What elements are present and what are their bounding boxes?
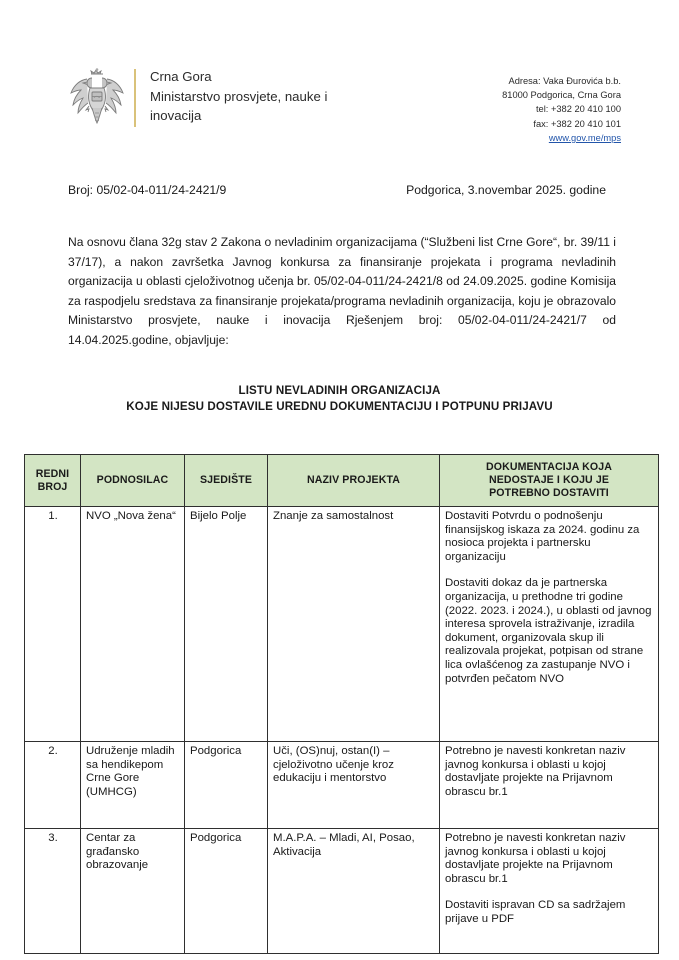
montenegro-coat-of-arms-icon (68, 67, 126, 129)
organizations-table-wrapper (24, 454, 658, 954)
page-title (0, 383, 679, 414)
cell-project-name: M.A.P.A. – Mladi, AI, Posao, Aktivacija (268, 829, 440, 954)
cell-applicant: NVO „Nova žena“ (81, 507, 185, 742)
cell-missing-documentation (440, 507, 659, 742)
documentation-item: Dostaviti dokaz da je partnerska organizacija, u prethodne tri godine (2022. 2023. i 2024.), u oblasti od javnog interesa sprovela istraživanje, izradila dokument, organizovala skup ili realizovala projekat, potpisan od strane lica ovlašćenog za zastupanje NVO i potvrđen pečatom NVO (445, 577, 652, 685)
column-header-ordinal-line2: BROJ (37, 480, 68, 493)
page-title-line1: LISTU NEVLADINIH ORGANIZACIJA (238, 384, 441, 397)
place-and-date: Podgorica, 3.novembar 2025. godine (406, 183, 606, 197)
reference-line (68, 183, 628, 197)
address-street: Adresa: Vaka Đurovića b.b. (508, 76, 621, 86)
table-row (25, 507, 659, 742)
cell-seat: Bijelo Polje (185, 507, 268, 742)
cell-applicant: Udruženje mladih sa hendikepom Crne Gore (UMHCG) (81, 742, 185, 829)
organizations-table (24, 454, 659, 954)
address-block (502, 74, 621, 145)
documentation-item: Dostaviti Potvrdu o podnošenju finansijskog iskaza za 2024. godinu za nosioca projekta i partnersku organizaciju (445, 510, 640, 563)
column-header-seat: SJEDIŠTE (185, 455, 268, 507)
legal-basis-paragraph: Na osnovu člana 32g stav 2 Zakona o nevladinim organizacijama (“Službeni list Crne Gore“, br. 39/11 i 37/17), a nakon završetka Javnog konkursa za finansiranje projekata i programa nevladinih organizacija u oblasti cjeloživotnog učenja br. 05/02-04-011/24-2421/8 od 24.09.2025. godine Komisija za raspodjelu sredstava za finansiranje projekata/programa nevladinih organizacija, koju je obrazovalo Ministarstvo prosvjete, nauke i inovacija Rješenjem broj: 05/02-04-011/24-2421/7 od 14.04.2025.godine, objavljuje: (68, 235, 616, 347)
column-header-applicant: PODNOSILAC (81, 455, 185, 507)
column-header-docs-line3: POTREBNO DOSTAVITI (489, 487, 609, 499)
address-fax: fax: +382 20 410 101 (533, 118, 621, 129)
cell-seat: Podgorica (185, 829, 268, 954)
country-name: Crna Gora (150, 69, 212, 84)
ministry-name-line1: Ministarstvo prosvjete, nauke i (150, 88, 328, 104)
column-header-ordinal-number (25, 455, 81, 507)
cell-applicant: Centar za građansko obrazovanje (81, 829, 185, 954)
column-header-missing-documentation (440, 455, 659, 507)
document-number: Broj: 05/02-04-011/24-2421/9 (68, 183, 227, 197)
cell-ordinal-number: 2. (25, 742, 81, 829)
cell-ordinal-number: 1. (25, 507, 81, 742)
documentation-item: Potrebno je navesti konkretan naziv javnog konkursa i oblasti u kojoj dostavljate projekte na Prijavnom obrascu br.1 (445, 745, 626, 798)
address-city: 81000 Podgorica, Crna Gora (502, 90, 621, 101)
documentation-item: Dostaviti ispravan CD sa sadržajem prijave u PDF (445, 899, 626, 925)
cell-ordinal-number: 3. (25, 829, 81, 954)
cell-project-name: Znanje za samostalnost (268, 507, 440, 742)
table-row (25, 742, 659, 829)
cell-seat: Podgorica (185, 742, 268, 829)
table-header-row (25, 455, 659, 507)
documentation-item: Potrebno je navesti konkretan naziv javnog konkursa i oblasti u kojoj dostavljate projekte na Prijavnom obrascu br.1 (445, 832, 626, 885)
column-header-docs-line2: NEDOSTAJE I KOJU JE (488, 474, 610, 486)
cell-project-name: Uči, (OS)nuj, ostan(I) – cjeloživotno učenje kroz edukaciju i mentorstvo (268, 742, 440, 829)
website-link[interactable]: www.gov.me/mps (548, 132, 621, 143)
crest-block (68, 67, 327, 129)
ministry-name-block (150, 67, 327, 126)
cell-missing-documentation (440, 742, 659, 829)
page-title-line2: KOJE NIJESU DOSTAVILE UREDNU DOKUMENTACIJU I POTPUNU PRIJAVU (126, 399, 553, 413)
ministry-name-line2: inovacija (150, 108, 202, 123)
gold-divider-rule (134, 69, 136, 127)
table-row (25, 829, 659, 954)
column-header-docs-line1: DOKUMENTACIJA KOJA (486, 461, 612, 473)
cell-missing-documentation (440, 829, 659, 954)
column-header-project-name: NAZIV PROJEKTA (268, 455, 440, 507)
letterhead (0, 62, 679, 157)
address-tel: tel: +382 20 410 100 (535, 104, 621, 115)
column-header-ordinal-line1: REDNI (35, 467, 70, 480)
